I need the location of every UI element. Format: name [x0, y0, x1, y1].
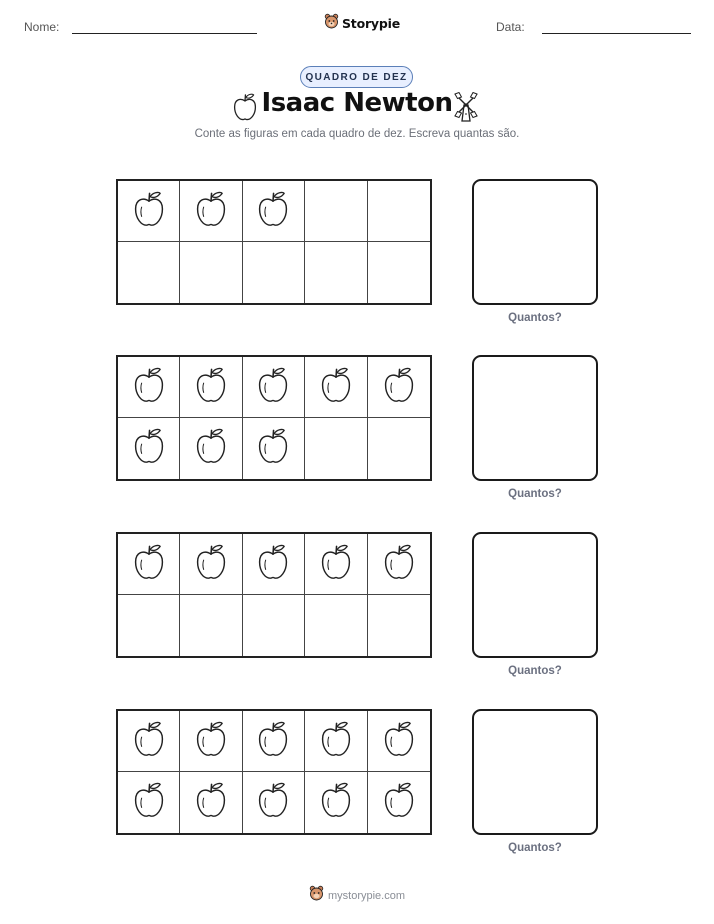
ten-frame-cell [180, 772, 242, 833]
ten-frame-cell [118, 242, 180, 303]
windmill-icon [452, 92, 480, 127]
page-title: Isaac Newton [261, 88, 453, 118]
name-line[interactable] [72, 33, 257, 34]
ten-frame-cell [368, 181, 430, 242]
apple-icon [132, 427, 166, 470]
answer-label: Quantos? [508, 488, 562, 500]
ten-frame-cell [180, 418, 242, 479]
ten-frame-cell [180, 242, 242, 303]
apple-icon [132, 720, 166, 763]
apple-icon [382, 543, 416, 586]
ten-frame-cell [305, 418, 367, 479]
ten-frame-cell [243, 357, 305, 418]
ten-frame-cell [243, 772, 305, 833]
ten-frame-cell [305, 711, 367, 772]
apple-icon [319, 720, 353, 763]
date-line[interactable] [542, 33, 691, 34]
apple-icon [194, 190, 228, 233]
ten-frame [116, 355, 432, 481]
ten-frame-cell [305, 181, 367, 242]
ten-frame-cell [243, 711, 305, 772]
ten-frame-cell [243, 181, 305, 242]
instructions: Conte as figuras em cada quadro de dez. Escreva quantas são. [194, 128, 520, 140]
ten-frame-cell [368, 772, 430, 833]
ten-frame [116, 532, 432, 658]
apple-icon [132, 190, 166, 233]
apple-icon [382, 366, 416, 409]
ten-frame-cell [180, 595, 242, 656]
apple-icon [256, 190, 290, 233]
apple-icon [194, 366, 228, 409]
apple-icon [132, 543, 166, 586]
apple-icon [319, 366, 353, 409]
footer-url: mystorypie.com [327, 889, 406, 902]
ten-frame-cell [243, 534, 305, 595]
footer [0, 885, 714, 906]
ten-frame-cell [368, 534, 430, 595]
ten-frame [116, 709, 432, 835]
apple-icon [256, 781, 290, 824]
apple-icon [256, 427, 290, 470]
ten-frame-cell [243, 242, 305, 303]
ten-frame-cell [305, 242, 367, 303]
answer-box[interactable] [472, 355, 598, 481]
ten-frame-cell [243, 595, 305, 656]
ten-frame-cell [368, 595, 430, 656]
ten-frame-cell [118, 772, 180, 833]
answer-box[interactable] [472, 709, 598, 835]
ten-frame-cell [118, 357, 180, 418]
apple-icon [194, 427, 228, 470]
ten-frame-cell [368, 418, 430, 479]
apple-icon [132, 366, 166, 409]
answer-label: Quantos? [508, 312, 562, 324]
apple-icon [194, 543, 228, 586]
ten-frame-cell [368, 711, 430, 772]
ten-frame-cell [243, 418, 305, 479]
ten-frame-cell [118, 711, 180, 772]
ten-frame-cell [118, 534, 180, 595]
ten-frame-cell [118, 595, 180, 656]
answer-label: Quantos? [508, 665, 562, 677]
storypie-mascot-icon [324, 13, 339, 34]
apple-icon [256, 543, 290, 586]
answer-label: Quantos? [508, 842, 562, 854]
ten-frame-cell [368, 357, 430, 418]
date-label: Data: [496, 20, 525, 34]
ten-frame-cell [368, 242, 430, 303]
apple-icon [256, 366, 290, 409]
ten-frame-cell [305, 534, 367, 595]
answer-box[interactable] [472, 179, 598, 305]
ten-frame-cell [118, 181, 180, 242]
apple-icon [194, 781, 228, 824]
worksheet-type-badge: QUADRO DE DEZ [300, 66, 413, 88]
ten-frame-cell [118, 418, 180, 479]
apple-icon [382, 781, 416, 824]
answer-box[interactable] [472, 532, 598, 658]
name-label: Nome: [24, 20, 60, 34]
brand-name: Storypie [342, 16, 400, 31]
apple-icon [319, 543, 353, 586]
ten-frame-cell [305, 772, 367, 833]
ten-frame-cell [180, 181, 242, 242]
ten-frame-cell [180, 711, 242, 772]
apple-icon [382, 720, 416, 763]
brand-logo [324, 13, 400, 34]
ten-frame-cell [305, 357, 367, 418]
ten-frame-cell [305, 595, 367, 656]
apple-icon [194, 720, 228, 763]
ten-frame [116, 179, 432, 305]
apple-icon [256, 720, 290, 763]
storypie-mascot-icon [309, 885, 324, 906]
ten-frame-cell [180, 534, 242, 595]
apple-icon [132, 781, 166, 824]
ten-frame-cell [180, 357, 242, 418]
apple-icon [319, 781, 353, 824]
